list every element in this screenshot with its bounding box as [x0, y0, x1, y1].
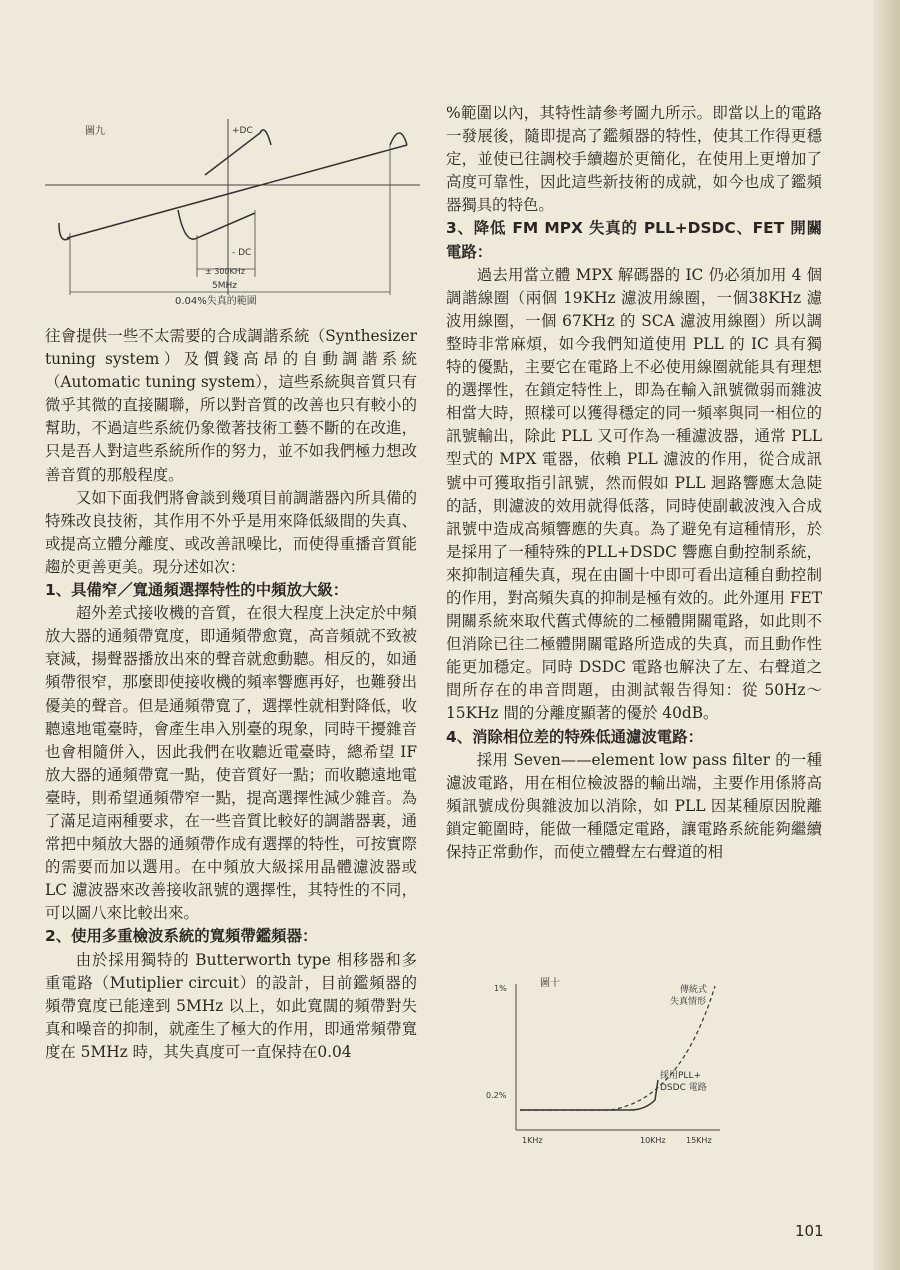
- figure-10-label: 圖十: [540, 978, 560, 989]
- figure-10-x-1khz: 1KHz: [522, 1136, 543, 1145]
- figure-9-caption: 0.04%失真的範圍: [175, 296, 257, 307]
- figure-10-distortion-chart: [480, 970, 740, 1150]
- book-gutter: [874, 0, 900, 1270]
- figure-10-y-top: 1%: [494, 984, 507, 993]
- figure-9-curve-lower-dip: [178, 210, 255, 239]
- paragraph: 往會提供一些不太需要的合成調諧系統（Synthesizer tuning system）及價錢高昂的自動調諧系統（Automatic tuning system），這些系統與音質只有微乎其微的直接關聯，所以對音質的改善也只有較小的幫助，不過這些系統仍象徵著技術工藝不斷的在改進，只是吾人對這些系統所作的努力，並不如我們極力想改善音質的那般程度。: [45, 327, 417, 484]
- paragraph: 超外差式接收機的音質，在很大程度上決定於中頻放大器的通頻帶寬度，即通頻帶愈寬，高音頻就不致被衰減，揚聲器播放出來的聲音就愈動聽。相反的，如通頻帶很窄，那麼即使接收機的頻率響應再好，也難發出優美的聲音。但是通頻帶寬了，選擇性就相對降低，收聽遠地電臺時，會產生串入別臺的現象，同時干擾雜音也會相隨併入，因此我們在收聽近電臺時，總希望 IF 放大器的通頻帶寬一點，使音質好一點；而收聽遠地電臺時，則希望通頻帶窄一點，提高選擇性減少雜音。為了滿足這兩種要求，在一些音質比較好的調諧器裏，通常把中頻放大器的通頻帶作成有選擇的特性，可按實際的需要而加以選用。在中頻放大級採用晶體濾波器或 LC 濾波器來改善接收訊號的選擇性，其特性的不同，可以圖八來比較出來。: [45, 604, 417, 923]
- paragraph: 又如下面我們將會談到幾項目前調諧器內所具備的特殊改良技術，其作用不外乎是用來降低級間的失真、或提高立體分離度、或改善訊噪比，而使得重播音質能趨於更善更美。現分述如次：: [45, 488, 417, 576]
- section-heading-3: 3、降低 FM MPX 失真的 PLL+DSDC、FET 開關電路：: [446, 219, 822, 261]
- figure-10-legend-traditional-1: 傳統式: [680, 985, 708, 995]
- figure-10-y-low: 0.2%: [486, 1091, 507, 1100]
- figure-9-linear-line: [67, 145, 407, 238]
- figure-10-x-15khz: 15KHz: [686, 1136, 712, 1145]
- figure-9-plus-dc: +DC: [232, 126, 253, 136]
- left-column: [45, 325, 417, 1064]
- paragraph: 過去用當立體 MPX 解碼器的 IC 仍必須加用 4 個調諧線圈（兩個 19KHz 濾波用線圈，一個38KHz 濾波用線圈，一個 67KHz 的 SCA 濾波用線圈）所以調整時非常麻煩，如今我們知道使用 PLL 的 IC 具有獨特的優點，主要它在電路上不必使用線圈就能具有理想的選擇性，在鎖定特性上，即為在輸入訊號微弱而雜波相當大時，照樣可以獲得穩定的同一頻率與同一相位的訊號輸出，除此 PLL 又可作為一種濾波器，通常 PLL 型式的 MPX 電器，依賴 PLL 濾波的作用，從合成訊號中可獲取指引訊號，然而假如 PLL 迴路響應太急陡的話，則濾波的效用就得低落，同時使副載波洩入合成訊號中造成高頻響應的失真。為了避免有這種情形，於是採用了一種特殊的PLL+DSDC 響應自動控制系統，來抑制這種失真，現在由圖十中即可看出這種自動控制的作用，對高頻失真的抑制是極有效的。此外運用 FET 開關系統來取代舊式傳統的二極體開關電路，如此則不但消除已往二極體開關電路所造成的失真，而且動作性能更加穩定。同時 DSDC 電路也解決了左、右聲道之間所存在的串音問題，由測試報告得知：從 50Hz～15KHz 間的分離度顯著的優於 40dB。: [446, 265, 822, 723]
- figure-10-legend-pll-1: 採用PLL+: [660, 1071, 701, 1081]
- page-number: 101: [795, 1222, 824, 1240]
- figure-9-curve-right-peak: [390, 133, 407, 145]
- paragraph: 由於採用獨特的 Butterworth type 相移器和多重電路（Mutiplier circuit）的設計，目前鑑頻器的頻帶寬度已能達到 5MHz 以上，如此寬闊的頻帶對失真和噪音的抑制，就產生了極大的作用，即通常頻帶寬度在 5MHz 時，其失真度可一直保持在0.04: [45, 950, 417, 1061]
- figure-9-label: 圖九: [85, 126, 105, 137]
- section-heading-2: 2、使用多重檢波系統的寬頻帶鑑頻器：: [45, 927, 318, 946]
- figure-10-x-10khz: 10KHz: [640, 1136, 666, 1145]
- figure-10-legend-traditional-2: 失真情形: [670, 997, 707, 1007]
- paragraph: 採用 Seven——element low pass filter 的一種濾波電路，用在相位檢波器的輸出端，主要作用係將高頻訊號成份與雜波加以消除，如 PLL 因某種原因脫離鎖定範圍時，能做一種隱定電路，讓電路系統能夠繼續保持正常動作，而使立體聲左右聲道的相: [446, 750, 822, 861]
- figure-9-minus-dc: - DC: [232, 248, 252, 258]
- paragraph: %範圍以內，其特性請參考圖九所示。即當以上的電路一發展後，隨即提高了鑑頻器的特性，使其工作得更穩定，並使已往調校手續趨於更簡化，在使用上更增加了高度可靠性，因此這些新技術的成就，如今也成了鑑頻器獨具的特色。: [446, 104, 822, 215]
- figure-10-pll-dsdc-curve: [520, 1080, 658, 1110]
- figure-10-legend-pll-2: DSDC 電路: [660, 1083, 707, 1093]
- section-heading-4: 4、消除相位差的特殊低通濾波電路：: [446, 727, 703, 746]
- section-heading-1: 1、具備窄／寬通頻選擇特性的中頻放大級：: [45, 581, 349, 600]
- figure-9-width-300: ± 300KHz: [205, 267, 245, 276]
- figure-9-curve-upper-peak: [205, 130, 271, 175]
- figure-9-discriminator-curve: [45, 105, 420, 310]
- figure-9-width-5m: 5MHz: [212, 281, 237, 291]
- right-column: [446, 102, 822, 864]
